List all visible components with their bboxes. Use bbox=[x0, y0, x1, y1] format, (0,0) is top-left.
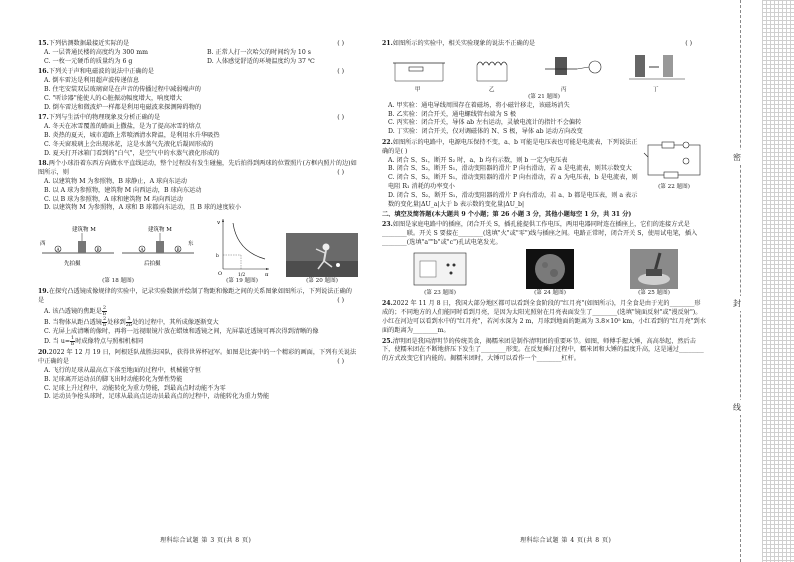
option-b: B. 乙实验：闭合开关，通电螺线管右端为 S 极 bbox=[388, 110, 517, 118]
figure-18 bbox=[38, 219, 198, 286]
option-d: D. 丁实验：闭合开关，仅对调磁体的 N、S 极，导体 ab 运动方向改变 bbox=[388, 128, 583, 136]
svg-text:先拍摄: 先拍摄 bbox=[64, 261, 81, 268]
figure-21-caption: (第 21 题图) bbox=[528, 93, 560, 100]
figure-24-caption: (第 24 题图) bbox=[534, 290, 566, 297]
seal-line bbox=[740, 0, 741, 562]
svg-text:后拍摄: 后拍摄 bbox=[144, 261, 161, 268]
figure-23 bbox=[410, 249, 470, 298]
option-a: A. 闭合 S、S₁，断开 S₂ 时，a、b 均有示数，则 b 一定为电压表 bbox=[388, 156, 568, 164]
compass-needle-icon bbox=[409, 67, 423, 71]
figure-22-caption: (第 22 题图) bbox=[658, 183, 690, 190]
grid-strip bbox=[762, 0, 794, 562]
svg-text:v: v bbox=[217, 220, 221, 227]
option-a: A. 该凸透镜的焦距是 $\frac{2}{b}$ bbox=[44, 304, 107, 317]
option-c: C. 闭合 S、S₂，断开 S₁，滑动变阻器的滑片 P 向右滑动，若 a 为电压表，b 是电流表，则电阻 R₁ 消耗的功率变小 bbox=[388, 174, 638, 190]
figure-18-caption: (第 18 题图) bbox=[102, 278, 134, 285]
question-17: 17.下列与生活中的物理现象及分析正确的是 ( ) A. 冬天在冰雪覆盖的路面上撒盐，是为了提高冰雪的熔点 B. 炎热的夏天，城市道路上常喷洒清水降温，是利用水升华吸热 C. 冬天窗玻璃上会出现冰花，这是水蒸气先液化后凝固形成的 D. 夏天打开冰箱门看到的"白气"，是空气中的水蒸气液化形成的 bbox=[38, 114, 358, 158]
question-20: 20.2022 年 12 月 19 日，阿根廷队战胜法国队，获得世界杯冠军。如图是比赛中的一个精彩的画面，下列有关说法中正确的是 ( ) A. 飞行的足球从最高点下落至地面的过程中，机械能守恒 B. 足球离开运动员的脚飞出时动能转化为弹性势能 C. 足球上升过程中，动能转化为重力势能，到最高点时动能不为零 D. 运动员争抢头球时，足球从最高点运动员最高点的过程中，动能转化为重力势能 bbox=[38, 349, 357, 401]
building-m-before bbox=[78, 241, 86, 253]
svg-text:建筑物 M: 建筑物 M bbox=[148, 227, 172, 234]
switch-s bbox=[644, 153, 648, 157]
option-c: C. 以 B 球为参照物，A 球和建筑物 M 均向西运动 bbox=[44, 195, 183, 203]
option-b: B. 住宅安装双层玻璃窗是在声音的传播过程中减弱噪声的 bbox=[44, 85, 201, 93]
question-15: 15.下列估测数据最接近实际的是 ( ) A. 一层普通民楼的高度约为 300 mm B. 正常人打一次哈欠的时间约为 10 s C. 一枚一元硬币的质量约为 6 g D. 人体感觉舒适的环境温度约为 37 ℃ bbox=[38, 40, 358, 66]
question-19: 19.在探究凸透镜成像规律的实验中，记录实验数据并绘制了物距和像距之间的关系图象如图所示，下列说法正确的是 ( ) A. 该凸透镜的焦距是 $\frac{2}{b}$ B. 当物体从距凸透镜 $\frac{2}{b}$ 处移到 $\frac{3}{2b}$ 处的过程中，其所成像逐渐变大 C. 光屏上成清晰的像时，再将一远视眼镜片放在蜡烛和透镜之间，光屏靠近透镜可再次得到清晰的像 D. 当 u= $\frac{1}{b}$ 时成像特点与照相机相同 bbox=[38, 288, 358, 347]
left-page bbox=[0, 0, 366, 562]
socket-photo bbox=[410, 249, 470, 289]
option-a: A. 一层普通民楼的高度约为 300 mm bbox=[44, 48, 148, 56]
figure-20 bbox=[286, 233, 358, 286]
figure-20-caption: (第 20 题图) bbox=[306, 278, 338, 285]
option-a: A. 以建筑物 M 为参照物，B 球静止，A 球向东运动 bbox=[44, 177, 187, 185]
question-23: 23.如图是家庭电路中的插座，闭合开关 S，插孔能提供工作电压，两用电器同时连在插座上，它们的连接方式是________联。开关 S 要接在________(选填"火"或"零")线与插座之间。电路正常时，闭合开关 S，使用试电笔，插入________(选填"a""b"或"c")孔试电笔发光。 bbox=[382, 221, 698, 246]
right-page bbox=[370, 0, 712, 562]
magnet-icon bbox=[663, 55, 673, 77]
question-16: 16.下列关于声和电磁波的说法中正确的是 ( ) A. 倒车雷达是利用超声波传递信息 B. 住宅安装双层玻璃窗是在声音的传播过程中减弱噪声的 C. "听诊器"能使人的心脏振动幅度增大，响度增大 D. 倒车雷达和微波炉一样都是利用电磁波来探测障碍物的 bbox=[38, 68, 358, 112]
option-c: C. 一枚一元硬币的质量约为 6 g bbox=[44, 57, 133, 65]
svg-text:建筑物 M: 建筑物 M bbox=[72, 227, 96, 234]
question-24: 24.2022 年 11 月 8 日，我国大部分地区都可以看到全食阶段的"红月亮"(如图所示)，月全食是由于光的________形成的；不同地方的人们能同时看到月亮，是因为太阳光照射在月亮表面发生了________(选填"镜面反射"或"漫反射")。小红在河边可以看到水中的"红月亮"，若河水深为 2 m，月球到地面的距离为 3.8×10⁵ km，小红看到的"红月亮"到水面的距离为________m。 bbox=[382, 300, 706, 334]
circuit-diagram bbox=[642, 139, 706, 183]
option-b: B. 正常人打一次哈欠的时间约为 10 s bbox=[207, 48, 311, 56]
option-d: D. 人体感觉舒适的环境温度约为 37 ℃ bbox=[207, 57, 315, 65]
figure-19-graph bbox=[211, 215, 273, 277]
svg-text:A: A bbox=[140, 247, 144, 253]
option-d: D. 闭合 S、S₂，断开 S₁，滑动变阻器的滑片 P 向右滑动，若 a、b 都是电压表，则 a 表示数的变化量|ΔU_a|大于 b 表示数的变化量|ΔU_b| bbox=[388, 191, 638, 208]
rheostat bbox=[664, 172, 678, 178]
figure-23-caption: (第 23 题图) bbox=[424, 290, 456, 297]
option-d: D. 以建筑物 M 为参照物，A 球和 B 球都向东运动，且 B 球的速度较小 bbox=[44, 204, 242, 212]
option-d: D. 运动员争抢头球时，足球从最高点运动员最高点的过程中，动能转化为重力势能 bbox=[44, 393, 270, 401]
svg-text:东: 东 bbox=[188, 241, 194, 248]
seal-char-mi: 密 bbox=[733, 150, 741, 165]
figure-24 bbox=[526, 249, 574, 298]
svg-text:乙: 乙 bbox=[489, 86, 495, 93]
question-22: (第 22 题图) 22.如图所示的电路中，电源电压保持不变，a、b 可能是电压表也可能是电流表，下列说法正确的是( ) A. 闭合 S、S₁，断开 S₂ 时，a、b 均有示数，则 b 一定为电压表 B. 闭合 S、S₂，断开 S₁，滑动变阻器的滑片 P 向右滑动，若 a 是电流表，则其示数变大 C. 闭合 S、S₂，断开 S₁，滑动变阻器的滑片 P 向右滑动，若 a 为电压表，b 是电流表，则电阻 R₁ 消耗的功率变小 D. 闭合 S、S₂，断开 S₁，滑动变阻器的滑片 P 向右滑动，若 a、b 都是电压表，则 a 表示数的变化量|ΔU_a|大于 b 表示数的变化量|ΔU_b| bbox=[382, 139, 706, 209]
option-a: A. 冬天在冰雪覆盖的路面上撒盐，是为了提高冰雪的熔点 bbox=[44, 123, 201, 131]
option-a: A. 甲实验：通电导线周围存在着磁场，将小磁针移走，该磁场消失 bbox=[388, 101, 570, 109]
option-c: C. 冬天窗玻璃上会出现冰花，这是水蒸气先液化后凝固形成的 bbox=[44, 140, 214, 148]
question-25: 25.清明团是我国清明节的传统美食，揭糯米团是制作清明团的重要环节。如图，师傅手握大锤，高高举起，然后击下，使糯米团在不断地挤压下发生了________形变。在反复捶打过程中，糯米团和大锤的温度升高，这是通过________的方式改变它们内能的。揭糯米团时，大锤可以看作一个________杠杆。 bbox=[382, 337, 704, 363]
seal-char-feng: 封 bbox=[733, 296, 741, 311]
curve-v-u bbox=[233, 223, 265, 259]
svg-text:A: A bbox=[56, 247, 60, 253]
option-a: A. 倒车雷达是利用超声波传递信息 bbox=[44, 77, 140, 85]
svg-text:1/2: 1/2 bbox=[238, 273, 246, 278]
option-d: D. 夏天打开冰箱门看到的"白气"，是空气中的水蒸气液化形成的 bbox=[44, 149, 220, 157]
solenoid-icon bbox=[477, 62, 507, 65]
figure-19-caption: (第 19 题图) bbox=[226, 278, 258, 285]
figure-21-drawing bbox=[385, 49, 703, 93]
svg-text:丁: 丁 bbox=[653, 86, 659, 93]
svg-text:西: 西 bbox=[40, 241, 46, 248]
section-2-heading: 二、填空及简答题(本大题共 9 个小题；第 26 小题 3 分，其他小题每空 1 分，共 31 分) bbox=[382, 211, 632, 219]
football-photo bbox=[286, 233, 358, 277]
figures-23-25 bbox=[382, 249, 706, 298]
page-footer-left: 理科综合试题 第 3 页(共 8 页) bbox=[160, 537, 252, 545]
galvanometer-icon bbox=[589, 61, 601, 73]
svg-text:O: O bbox=[218, 271, 223, 278]
figures-18-20 bbox=[38, 215, 358, 286]
figure-25-caption: (第 25 题图) bbox=[638, 290, 670, 297]
option-b: B. 闭合 S、S₂，断开 S₁，滑动变阻器的滑片 P 向右滑动，若 a 是电流表，则其示数变大 bbox=[388, 165, 632, 173]
magnet-icon bbox=[635, 55, 645, 77]
meter-a bbox=[683, 142, 689, 148]
figure-18-drawing bbox=[38, 219, 198, 277]
figure-21 bbox=[382, 49, 706, 102]
option-b: B. 当物体从距凸透镜 $\frac{2}{b}$ 处移到 $\frac{3}{2b}$ 处的过程中，其所成像逐渐变大 bbox=[44, 315, 219, 328]
magnet-icon bbox=[555, 57, 567, 75]
option-b: B. 足球离开运动员的脚飞出时动能转化为弹性势能 bbox=[44, 375, 183, 383]
option-b: B. 炎热的夏天，城市道路上常喷洒清水降温，是利用水升华吸热 bbox=[44, 131, 220, 139]
option-a: A. 飞行的足球从最高点下落至地面的过程中，机械能守恒 bbox=[44, 367, 201, 375]
svg-text:B: B bbox=[96, 247, 100, 253]
option-b: B. 以 A 球为参照物，建筑物 M 向西运动，B 球向东运动 bbox=[44, 186, 202, 194]
figure-19 bbox=[211, 215, 273, 286]
question-21: 21.如图所示的实验中，相关实验现象的说法不正确的是 ( ) 甲 乙 丙 丁 (第 21 题图) A. 甲实验：通电导线周围存在着磁场，将小磁针移走，该磁场消失 B. 乙实验：闭合开关，通电螺线管右端为 S 极 C. 丙实验：闭合开关，导体 ab 左右运动，灵敏电流计的指针不会偏转 D. 丁实验：闭合开关，仅对调磁体的 N、S 极，导体 ab 运动方向改变 bbox=[382, 40, 706, 137]
meter-b bbox=[683, 158, 689, 164]
svg-text:u: u bbox=[265, 272, 269, 278]
resistor-r1 bbox=[662, 142, 674, 148]
svg-text:B: B bbox=[176, 247, 180, 253]
rice-cake-photo bbox=[630, 249, 678, 289]
svg-text:甲: 甲 bbox=[415, 86, 421, 93]
svg-text:b: b bbox=[216, 254, 219, 260]
page-footer-right: 理科综合试题 第 4 页(共 8 页) bbox=[520, 537, 612, 545]
option-d: D. 倒车雷达和微波炉一样都是利用电磁波来探测障碍物的 bbox=[44, 103, 202, 111]
figure-25 bbox=[630, 249, 678, 298]
seal-char-xian: 线 bbox=[733, 400, 741, 415]
option-c: C. 光屏上成清晰的像时，再将一远视眼镜片放在蜡烛和透镜之间，光屏靠近透镜可再次得到清晰的像 bbox=[44, 327, 319, 335]
switch-icon bbox=[420, 261, 436, 277]
option-d: D. 当 u= $\frac{1}{b}$ 时成像特点与照相机相同 bbox=[44, 335, 144, 348]
option-c: C. 足球上升过程中，动能转化为重力势能，到最高点时动能不为零 bbox=[44, 384, 226, 392]
question-18: 18.两个小球沿着东西方向做水平直线运动，整个过程没有发生碰撞，先后拍得到两球的位置照片(方框内照片的边)如图所示，则 ( ) A. 以建筑物 M 为参照物，B 球静止，A 球向东运动 B. 以 A 球为参照物，建筑物 M 向西运动，B 球向东运动 C. 以 B 球为参照物，A 球和建筑物 M 均向西运动 D. 以建筑物 M 为参照物，A 球和 B 球都向东运动，且 B 球的速度较小 bbox=[38, 160, 357, 212]
option-c: C. 丙实验：闭合开关，导体 ab 左右运动，灵敏电流计的指针不会偏转 bbox=[388, 119, 582, 127]
building-m-after bbox=[156, 241, 164, 253]
red-moon-photo bbox=[526, 249, 574, 289]
svg-text:丙: 丙 bbox=[561, 86, 567, 93]
figure-22 bbox=[642, 139, 706, 192]
option-c: C. "听诊器"能使人的心脏振动幅度增大，响度增大 bbox=[44, 94, 182, 102]
